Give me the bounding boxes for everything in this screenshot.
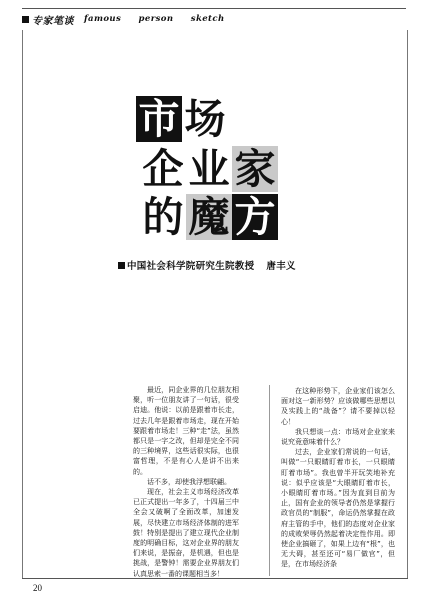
title-char: 家	[232, 146, 278, 192]
title-char: 魔	[186, 194, 232, 240]
square-bullet-icon	[22, 16, 29, 23]
section-title-cn: 专家笔谈	[32, 15, 74, 27]
title-char: 市	[136, 96, 182, 142]
body-paragraph: 现在，社会主义市场经济改革已正式提出一年多了，十四届三中全会又破啊了全面改革，加速发展，尽快建立市场经济体制的进军鼓！特别是提出了建立现代企业制度的明确目标，这对企业界的朋友们来说，是振奋，是机遇，但也是挑战，是警钟！需要企业界朋友们认真思索一番的课题相当多！	[133, 488, 239, 578]
author-affiliation: 中国社会科学院研究生院教授	[127, 261, 255, 272]
author-line	[118, 258, 296, 272]
title-char: 方	[232, 194, 278, 240]
title-char: 业	[186, 146, 232, 192]
title-char: 企	[140, 146, 186, 192]
header-top-rule	[22, 8, 406, 9]
title-char: 场	[182, 96, 228, 142]
title-char: 的	[140, 194, 186, 240]
section-header	[22, 12, 225, 26]
body-paragraph: 话不多，却使我浮想联翩。	[147, 477, 231, 486]
body-column-right	[281, 386, 395, 570]
body-paragraph: 过去，企业家们常说的一句话，叫做“一只眼睛盯着市长，一只眼睛盯着市场”。我也曾半开玩笑地补充说：似乎应该是“大眼睛盯着市长，小眼睛盯着市场。”因为直到目前为止，国有企业的领导者仍然是掌握行政官员的“制服”，命运仍然掌握在政府主管的手中，他们的态度对企业家的成败荣辱仍然起着决定性作用。即使企业搞砸了，如果上边有“根”，也无大碍，甚至还可“易厂做官”，但是，在市场经济条	[281, 448, 395, 569]
footer-rule	[22, 578, 408, 579]
section-title-en: famous person sketch	[84, 14, 225, 24]
right-margin-rule	[407, 30, 408, 578]
body-paragraph: 最近，同企业界的几位朋友相聚，听一位朋友讲了一句话，很受启迪。他说：以前是跟着市长走，过去几年是跟着市场走，现在开始要跟着市场走！三种“走”法，虽然都只是一字之改，但却是完全不同的三种境界，这些话很实际，也很富哲理，不是有心人是讲不出来的。	[133, 386, 239, 476]
body-paragraph: 我只想谈一点：市场对企业家来说究竟意味着什么？	[281, 427, 395, 447]
column-divider	[269, 385, 270, 576]
body-paragraph: 在这种形势下，企业家们该怎么面对这一新形势？应该做哪些思想以及实践上的“战备”？请不要掉以轻心！	[281, 387, 395, 426]
left-margin-rule	[22, 30, 23, 578]
author-name: 唐丰义	[266, 261, 296, 272]
page-number: 20	[33, 583, 42, 593]
body-column-left	[133, 385, 239, 579]
square-bullet-icon	[118, 262, 125, 269]
